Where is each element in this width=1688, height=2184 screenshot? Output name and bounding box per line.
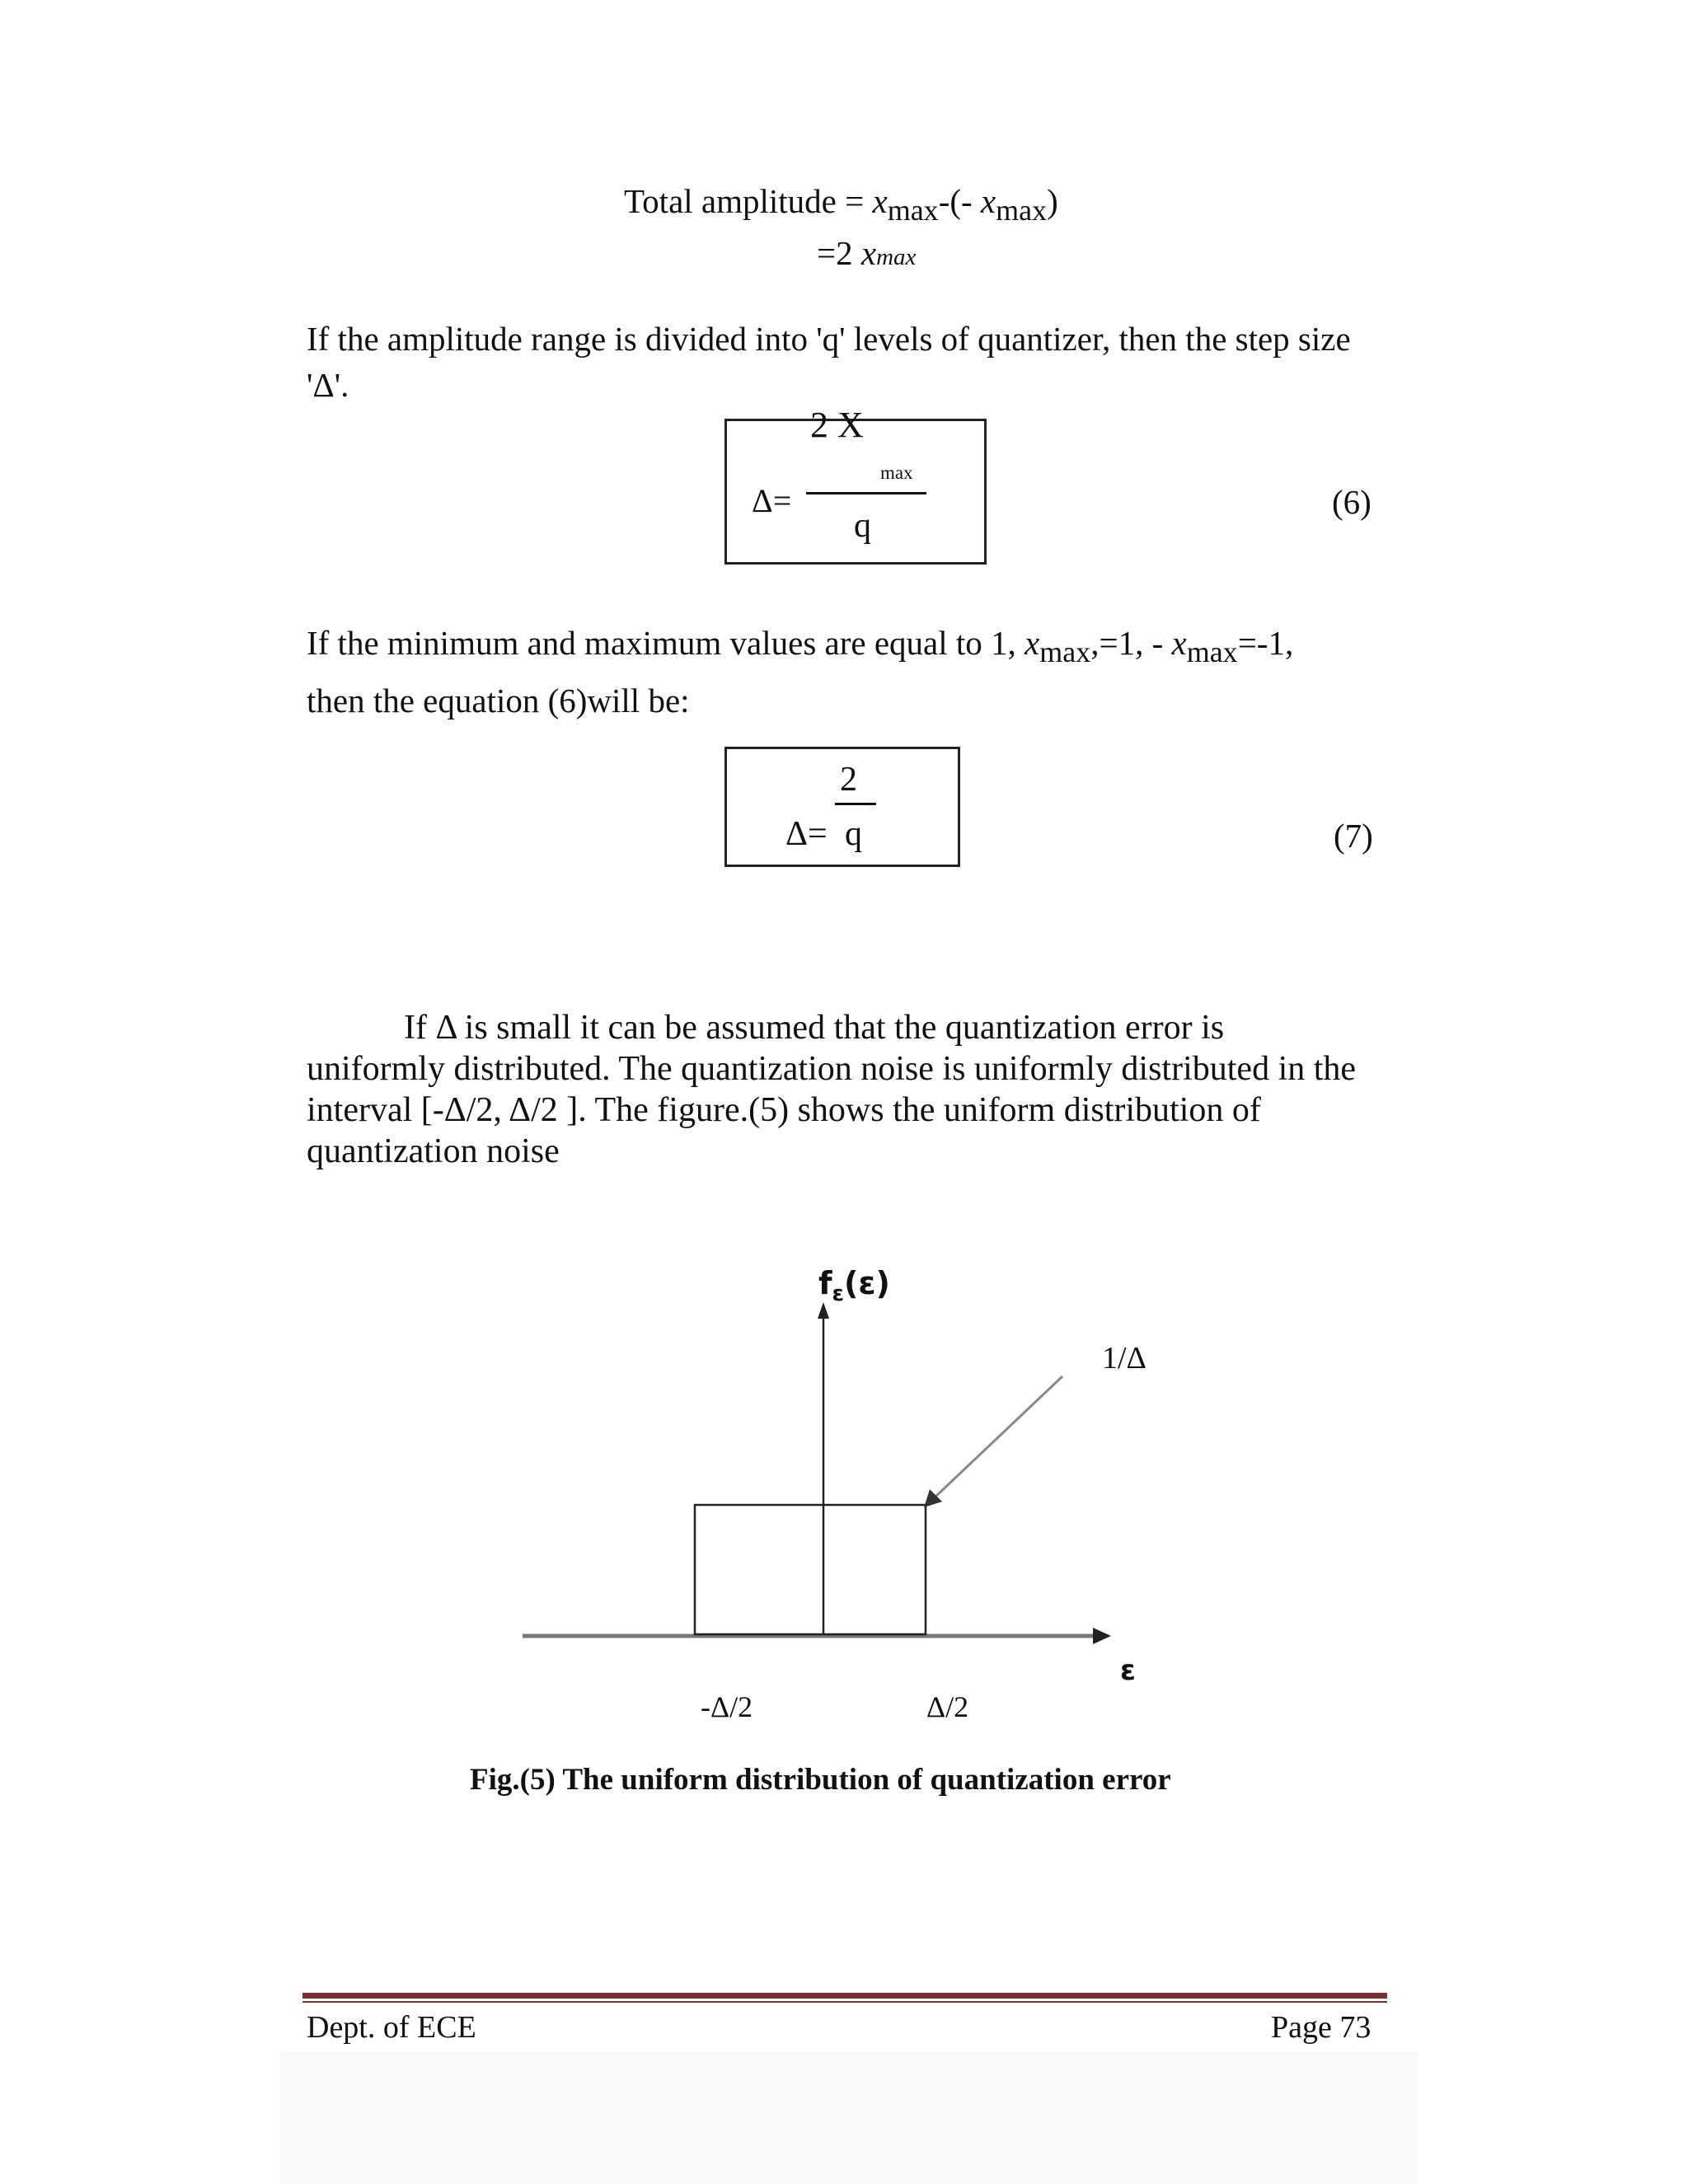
x-axis-label: ε: [1120, 1654, 1136, 1687]
eq7-numerator: 2: [840, 761, 857, 799]
equation-6-number: (6): [1332, 483, 1372, 521]
x-axis-arrowhead: [1093, 1628, 1111, 1644]
x-symbol: x: [872, 182, 888, 220]
footer-page-number: Page 73: [1271, 2010, 1372, 2045]
max-subscript: max: [876, 244, 917, 270]
paragraph-step-size: If the amplitude range is divided into 'q' levels of quantizer, then the step size 'Δ'.: [307, 320, 1351, 404]
height-label: 1/Δ: [1102, 1341, 1146, 1376]
x-symbol: x: [860, 234, 877, 272]
equation-7-number: (7): [1334, 817, 1373, 855]
footer-rule-thick: [302, 1993, 1387, 1999]
figure-caption: Fig.(5) The uniform distribution of quantization error: [470, 1763, 1171, 1797]
eq6-lhs: Δ=: [752, 482, 792, 519]
amplitude-result-prefix: =2: [817, 234, 861, 272]
x-symbol: x: [1025, 624, 1040, 662]
amplitude-mid: -(-: [938, 182, 981, 220]
para3-first-line: If Δ is small it can be assumed that the quantization error is: [404, 1009, 1225, 1047]
footer-background: [280, 2052, 1418, 2184]
paragraph-min-max-line2: then the equation (6)will be:: [307, 682, 690, 719]
amplitude-prefix: Total amplitude =: [624, 182, 873, 220]
eq6-subscript: max: [880, 462, 913, 483]
para2-text-c: =-1,: [1237, 624, 1294, 662]
footer-rule-thin: [302, 2001, 1387, 2003]
uniform-pdf-rectangle: [695, 1505, 926, 1634]
y-axis-label: $f_\varepsilon(\varepsilon)$: [818, 1265, 890, 1306]
para2-text-b: ,=1, -: [1090, 624, 1172, 662]
x-symbol: x: [1171, 624, 1187, 662]
max-subscript: max: [887, 194, 939, 227]
eq6-numerator: 2 X: [810, 405, 864, 445]
y-axis-arrowhead: [818, 1302, 829, 1319]
pointer-arrow-line: [935, 1376, 1062, 1497]
max-subscript: max: [1039, 635, 1091, 668]
max-subscript: max: [996, 194, 1048, 227]
right-tick-label: Δ/2: [926, 1690, 969, 1723]
eq7-denominator: q: [845, 815, 862, 853]
eq6-denominator: q: [854, 507, 871, 545]
para3-body: uniformly distributed. The quantization noise is uniformly distributed in the interval [-Δ/2, Δ/2 ]. The figure.(5) shows the uniform distribution of quantization noise: [307, 1050, 1357, 1170]
para2-text-a: If the minimum and maximum values are equal to 1,: [307, 624, 1025, 662]
eq7-lhs: Δ=: [785, 815, 828, 853]
max-subscript: max: [1186, 635, 1238, 668]
amplitude-close: ): [1047, 182, 1058, 220]
footer-department: Dept. of ECE: [307, 2010, 476, 2045]
x-symbol: x: [980, 182, 996, 220]
left-tick-label: -Δ/2: [701, 1690, 753, 1723]
